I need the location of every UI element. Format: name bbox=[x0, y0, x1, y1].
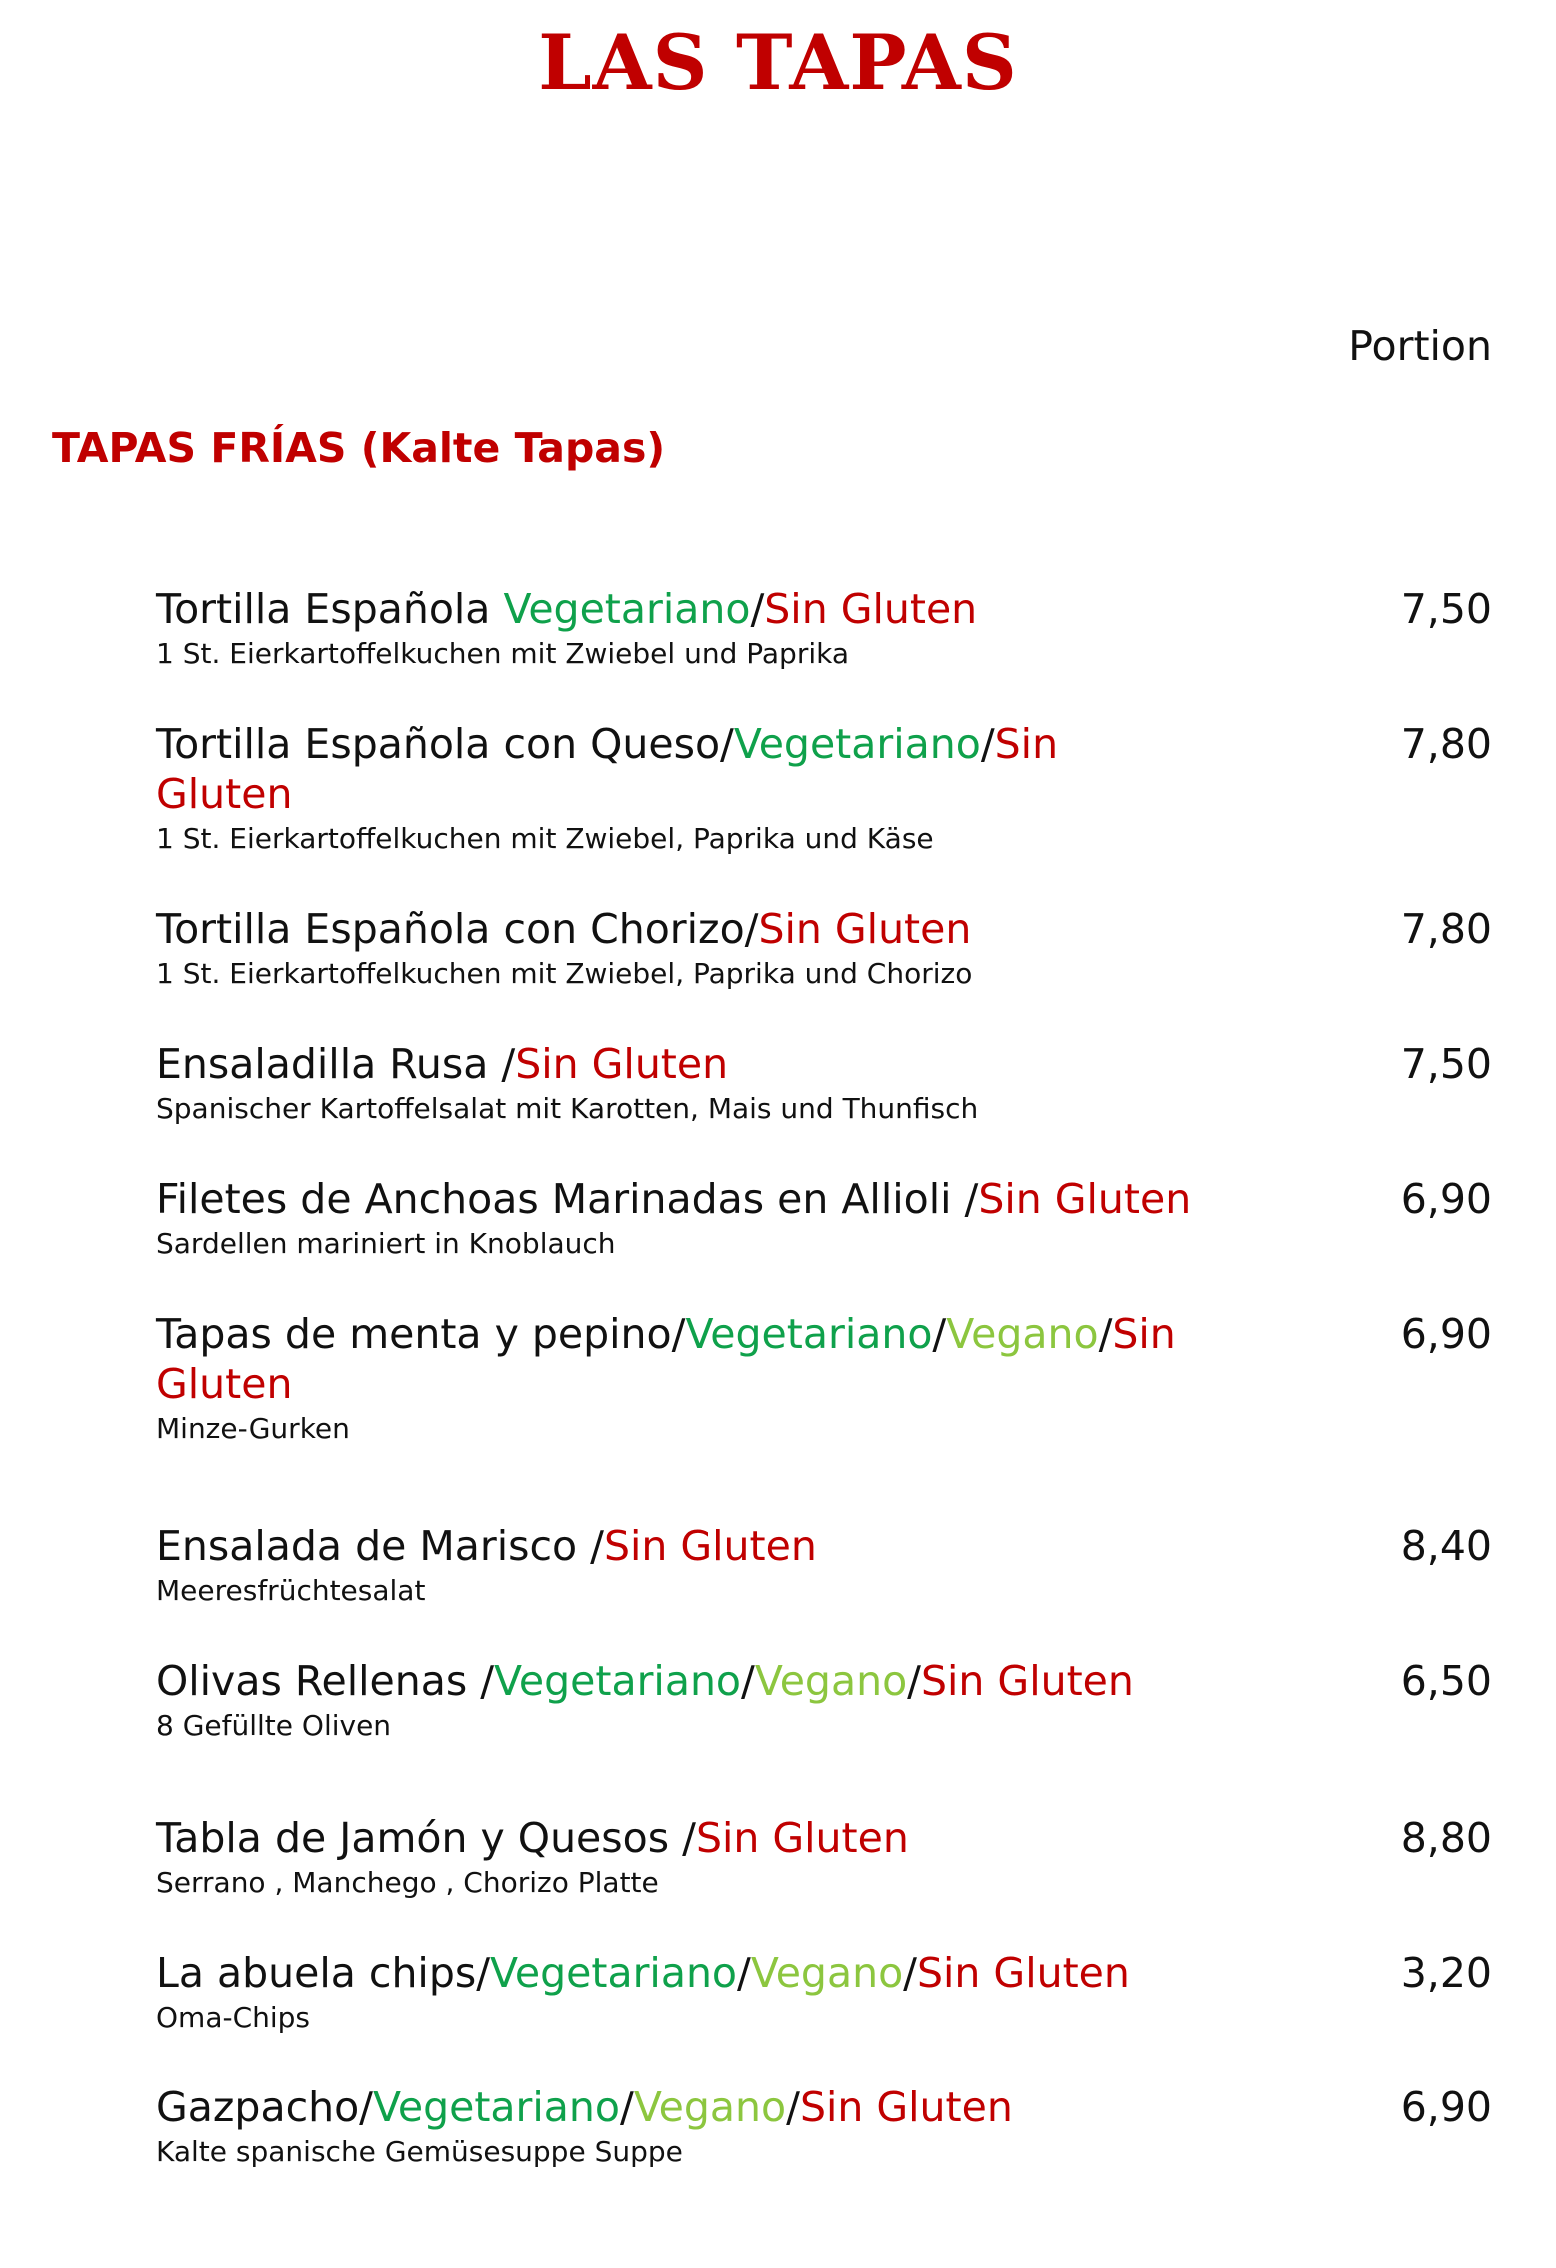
menu-item-name-text: / bbox=[1098, 1310, 1113, 1358]
menu-item-name-text: / bbox=[786, 2083, 800, 2131]
menu-item-name-text: / bbox=[980, 720, 995, 768]
tag-vegetariano: Vegetariano bbox=[494, 1657, 742, 1705]
tag-sin-gluten: Sin Gluten bbox=[156, 720, 1059, 818]
menu-item-name-text: Tortilla Española con Chorizo/ bbox=[156, 905, 759, 953]
tag-vegetariano: Vegetariano bbox=[503, 585, 751, 633]
menu-item-name bbox=[156, 1309, 1196, 1409]
menu-item-description: Spanischer Kartoffelsalat mit Karotten, Mais und Thunfisch bbox=[156, 1092, 979, 1125]
menu-item-description: Kalte spanische Gemüsesuppe Suppe bbox=[156, 2135, 683, 2168]
menu-item-description: Serrano , Manchego , Chorizo Platte bbox=[156, 1866, 659, 1899]
menu-item-name-text: / bbox=[619, 2083, 634, 2131]
menu-item-name bbox=[156, 584, 1196, 634]
menu-item-name-text: Ensaladilla Rusa / bbox=[156, 1040, 516, 1088]
menu-item-name bbox=[156, 904, 1196, 954]
menu-item-name bbox=[156, 1656, 1196, 1706]
menu-item-description: Minze-Gurken bbox=[156, 1412, 350, 1445]
menu-item-name-text: Tapas de menta y pepino/ bbox=[156, 1310, 686, 1358]
tag-sin-gluten: Sin Gluten bbox=[764, 585, 978, 633]
tag-vegetariano: Vegetariano bbox=[685, 1310, 933, 1358]
tag-sin-gluten: Sin Gluten bbox=[156, 1310, 1176, 1408]
menu-item-price: 7,80 bbox=[1400, 720, 1492, 768]
menu-item bbox=[156, 1039, 1492, 1127]
menu-item-name-text: / bbox=[907, 1657, 921, 1705]
menu-item-price: 7,80 bbox=[1400, 905, 1492, 953]
tag-sin-gluten: Sin Gluten bbox=[978, 1175, 1192, 1223]
menu-item-name bbox=[156, 1948, 1196, 1998]
menu-item-name-text: / bbox=[932, 1310, 947, 1358]
tag-sin-gluten: Sin Gluten bbox=[758, 905, 972, 953]
page-title: LAS TAPAS bbox=[538, 18, 1018, 107]
menu-item-name-text: / bbox=[903, 1949, 917, 1997]
tag-vegano: Vegano bbox=[633, 2083, 787, 2131]
menu-item-name bbox=[156, 1521, 1196, 1571]
menu-item-description: 1 St. Eierkartoffelkuchen mit Zwiebel, Paprika und Chorizo bbox=[156, 957, 973, 990]
menu-item bbox=[156, 719, 1492, 857]
menu-item-name-text: / bbox=[737, 1949, 751, 1997]
menu-item bbox=[156, 904, 1492, 992]
menu-item-name-text: / bbox=[750, 585, 765, 633]
tag-vegetariano: Vegetariano bbox=[733, 720, 981, 768]
menu-item-name bbox=[156, 1813, 1196, 1863]
menu-item-name-text: Tortilla Española con Queso/ bbox=[156, 720, 734, 768]
menu-item-price: 8,80 bbox=[1400, 1814, 1492, 1862]
menu-item bbox=[156, 2082, 1492, 2170]
menu-item-description: Oma-Chips bbox=[156, 2001, 311, 2034]
tag-sin-gluten: Sin Gluten bbox=[515, 1040, 729, 1088]
menu-item-price: 7,50 bbox=[1400, 585, 1492, 633]
portion-column-header: Portion bbox=[1348, 322, 1492, 370]
menu-item bbox=[156, 1521, 1492, 1609]
menu-item bbox=[156, 1948, 1492, 2036]
menu-item-description: 1 St. Eierkartoffelkuchen mit Zwiebel, Paprika und Käse bbox=[156, 822, 934, 855]
menu-item-price: 6,90 bbox=[1400, 2083, 1492, 2131]
tag-vegano: Vegano bbox=[754, 1657, 908, 1705]
menu-item-name-text: Filetes de Anchoas Marinadas en Allioli / bbox=[156, 1175, 979, 1223]
menu-item-description: 8 Gefüllte Oliven bbox=[156, 1709, 392, 1742]
tag-sin-gluten: Sin Gluten bbox=[799, 2083, 1013, 2131]
menu-item-name bbox=[156, 1174, 1196, 1224]
menu-item-name bbox=[156, 719, 1196, 819]
menu-item-name-text: Ensalada de Marisco / bbox=[156, 1522, 604, 1570]
menu-item-name-text: Gazpacho/ bbox=[156, 2083, 373, 2131]
tag-vegano: Vegano bbox=[946, 1310, 1099, 1358]
menu-item bbox=[156, 1309, 1492, 1447]
menu-item-price: 7,50 bbox=[1400, 1040, 1492, 1088]
tag-sin-gluten: Sin Gluten bbox=[695, 1814, 909, 1862]
menu-list bbox=[156, 584, 1492, 2170]
tag-sin-gluten: Sin Gluten bbox=[916, 1949, 1130, 1997]
menu-item-name bbox=[156, 2082, 1196, 2132]
menu-item bbox=[156, 1813, 1492, 1901]
menu-item-name bbox=[156, 1039, 1196, 1089]
menu-item-price: 6,90 bbox=[1400, 1175, 1492, 1223]
menu-item bbox=[156, 1174, 1492, 1262]
menu-item-price: 6,50 bbox=[1400, 1657, 1492, 1705]
menu-item-description: 1 St. Eierkartoffelkuchen mit Zwiebel und Paprika bbox=[156, 637, 849, 670]
menu-item-description: Sardellen mariniert in Knoblauch bbox=[156, 1227, 616, 1260]
tag-vegetariano: Vegetariano bbox=[490, 1949, 738, 1997]
menu-item-name-text: Tortilla Española bbox=[156, 585, 504, 633]
menu-item bbox=[156, 584, 1492, 672]
menu-item-name-text: La abuela chips/ bbox=[156, 1949, 491, 1997]
menu-item-name-text: Tabla de Jamón y Quesos / bbox=[156, 1814, 696, 1862]
menu-item-price: 6,90 bbox=[1400, 1310, 1492, 1358]
tag-sin-gluten: Sin Gluten bbox=[603, 1522, 817, 1570]
menu-item-description: Meeresfrüchtesalat bbox=[156, 1574, 426, 1607]
menu-item-name-text: Olivas Rellenas / bbox=[156, 1657, 495, 1705]
section-title: TAPAS FRÍAS (Kalte Tapas) bbox=[52, 424, 666, 472]
tag-vegano: Vegano bbox=[750, 1949, 904, 1997]
menu-item-price: 8,40 bbox=[1400, 1522, 1492, 1570]
tag-vegetariano: Vegetariano bbox=[373, 2083, 620, 2131]
menu-item-name-text: / bbox=[741, 1657, 755, 1705]
menu-item-price: 3,20 bbox=[1400, 1949, 1492, 1997]
menu-item bbox=[156, 1656, 1492, 1744]
tag-sin-gluten: Sin Gluten bbox=[920, 1657, 1134, 1705]
